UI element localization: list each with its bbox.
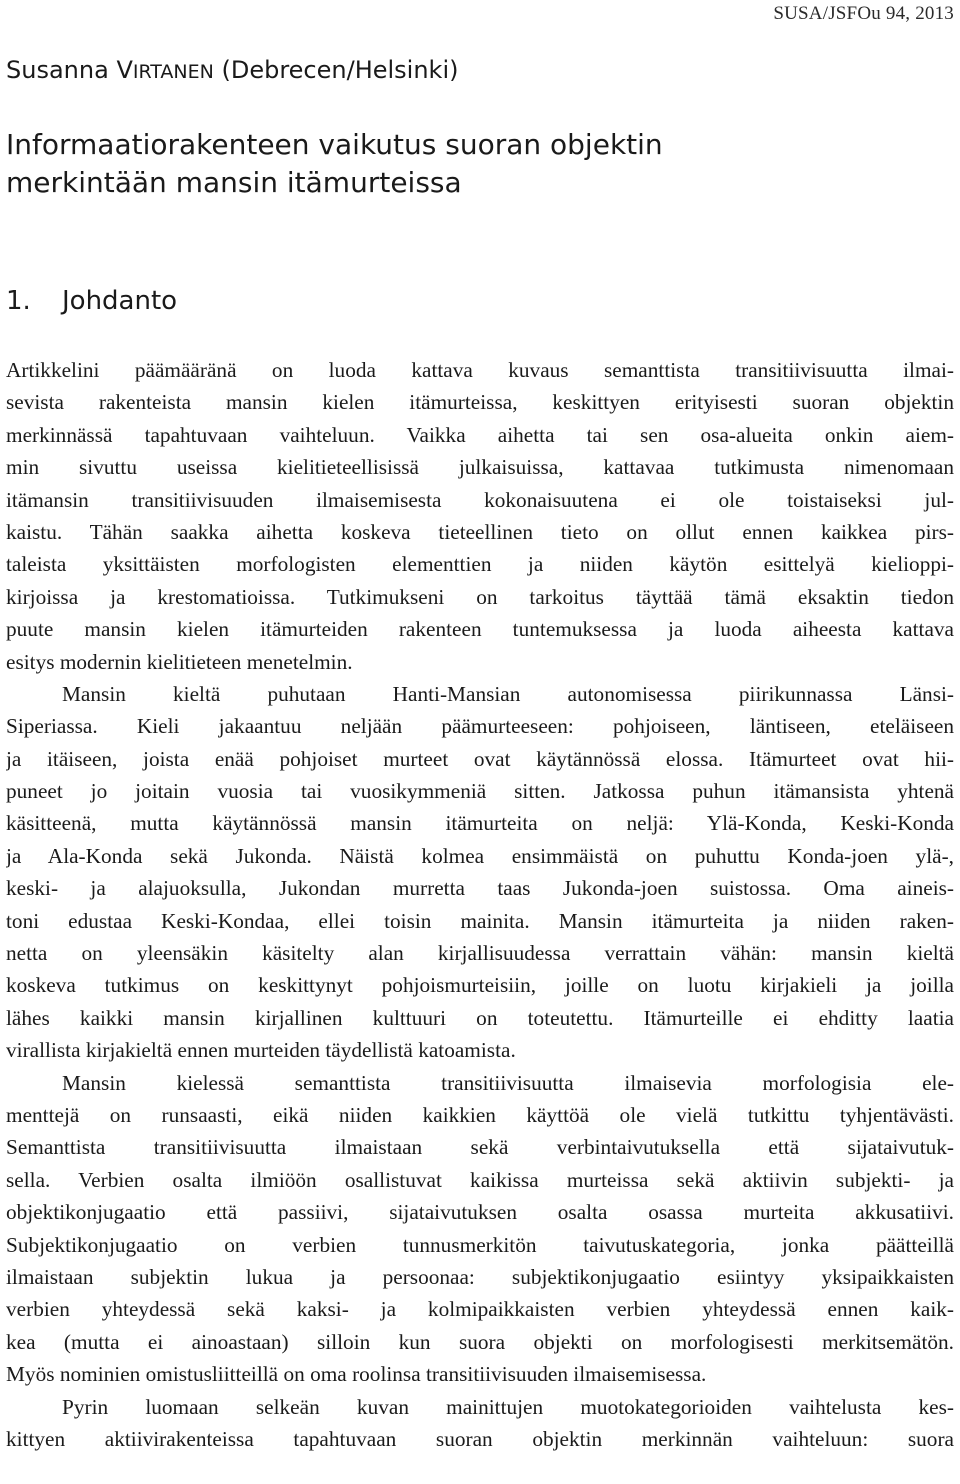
section-number: 1. [6,286,31,316]
text-line: ilmaistaan subjektin lukua ja persoonaa: subjektikonjugaatio esiintyy yksipaikkaisten [6,1264,954,1289]
text-line: verbien yhteydessä sekä kaksi- ja kolmipaikkaisten verbien yhteydessä ennen kaik- [6,1297,954,1322]
article-title-line: merkintään mansin itämurteissa [6,166,462,199]
text-line: sella. Verbien osalta ilmiöön osallistuvat kaikissa murteissa sekä aktiivin subjekti- ja [6,1167,954,1192]
body-text [6,354,954,1455]
text-line: objektikonjugaatio että passiivi, sijataivutuksen osalta osassa murteita akkusatiivi. [6,1200,954,1225]
text-line: Semanttista transitiivisuutta ilmaistaan sekä verbintaivutuksella että sijataivutuk- [6,1135,954,1160]
text-line: Mansin kielessä semanttista transitiivisuutta ilmaisevia morfologisia ele- [62,1070,954,1095]
text-line: menttejä on runsaasti, eikä niiden kaikkien käyttöä ole vielä tutkittu tyhjentävästi. [6,1102,954,1127]
text-line: Mansin kieltä puhutaan Hanti-Mansian autonomisessa piirikunnassa Länsi- [62,681,954,706]
text-line: Subjektikonjugaatio on verbien tunnusmerkitön taivutuskategoria, jonka päätteillä [6,1232,954,1257]
text-line: koskeva tutkimus on keskittynyt pohjoismurteisiin, joille on luotu kirjakieli ja joilla [6,973,954,998]
text-line: merkinnässä tapahtuvaan vaihteluun. Vaikka aihetta tai sen osa-alueita onkin aiem- [6,422,954,447]
text-line: kea (mutta ei ainoastaan) silloin kun suora objekti on morfologisesti merkitsemätön. [6,1329,954,1354]
text-line: kaistu. Tähän saakka aihetta koskeva tieteellinen tieto on ollut ennen kaikkea pirs- [6,519,954,544]
text-line: ja itäiseen, joista enää pohjoiset murteet ovat käytännössä elossa. Itämurteet ovat hii- [6,746,954,771]
paragraph [6,678,954,1067]
text-line: itämansin transitiivisuuden ilmaisemisesta kokonaisuutena ei ole toistaiseksi jul- [6,487,954,512]
text-line: taleista yksittäisten morfologisten elementtien ja niiden käytön esittelyä kielioppi- [6,552,954,577]
section-heading [6,286,177,316]
paragraph [6,354,954,678]
paragraph [6,1067,954,1391]
author-last-name: VIRTANEN [116,56,214,84]
section-title: Johdanto [62,286,178,316]
text-line: Artikkelini päämääränä on luoda kattava kuvaus semanttista transitiivisuutta ilmai- [6,358,954,382]
journal-reference: SUSA/JSFOu 94, 2013 [773,3,954,24]
text-line: lähes kaikki mansin kirjallinen kulttuuri on toteutettu. Itämurteille ei ehditty laatia [6,1005,954,1030]
paragraph [6,1391,954,1456]
author-affiliation: (Debrecen/Helsinki) [221,56,459,84]
text-line: ja Ala-Konda sekä Jukonda. Näistä kolmea ensimmäistä on puhuttu Konda-joen ylä-, [6,843,954,868]
text-line: sevista rakenteista mansin kielen itämurteissa, keskittyen erityisesti suoran objektin [6,390,954,415]
text-line: virallista kirjakieltä ennen murteiden täydellistä katoamista. [6,1038,516,1063]
text-line: min sivuttu useissa kielitieteellisissä julkaisuissa, kattavaa tutkimusta nimenomaan [6,455,954,480]
text-line: Siperiassa. Kieli jakaantuu neljään päämurteeseen: pohjoiseen, läntiseen, eteläiseen [6,714,954,739]
author-line [6,56,458,84]
text-line: Pyrin luomaan selkeän kuvan mainittujen muotokategorioiden vaihtelusta kes- [62,1394,954,1419]
text-line: toni edustaa Keski-Kondaa, ellei toisin mainita. Mansin itämurteita ja niiden raken- [6,908,954,933]
text-line: keski- ja alajuoksulla, Jukondan murretta taas Jukonda-joen suistossa. Oma aineis- [6,876,954,901]
text-line: puneet jo joitain vuosia tai vuosikymmeniä sitten. Jatkossa puhun itämansista yhtenä [6,779,954,804]
text-line: esitys modernin kielitieteen menetelmin. [6,649,353,674]
article-title [6,126,906,202]
text-line: Myös nominien omistusliitteillä on oma roolinsa transitiivisuuden ilmaisemisessa. [6,1362,707,1387]
text-line: kirjoissa ja krestomatioissa. Tutkimukseni on tarkoitus täyttää tämä eksaktin tiedon [6,584,954,609]
author-first-name: Susanna [6,56,109,84]
text-line: käsitteenä, mutta käytännössä mansin itämurteita on neljä: Ylä-Konda, Keski-Konda [6,811,954,836]
text-line: netta on yleensäkin käsitelty alan kirjallisuudessa verrattain vähän: mansin kieltä [6,941,954,966]
text-line: kittyen aktiivirakenteissa tapahtuvaan suoran objektin merkinnän vaihteluun: suora [6,1426,954,1451]
article-title-line: Informaatiorakenteen vaikutus suoran objektin [6,128,663,161]
text-line: puute mansin kielen itämurteiden rakenteen tuntemuksessa ja luoda aiheesta kattava [6,617,954,642]
